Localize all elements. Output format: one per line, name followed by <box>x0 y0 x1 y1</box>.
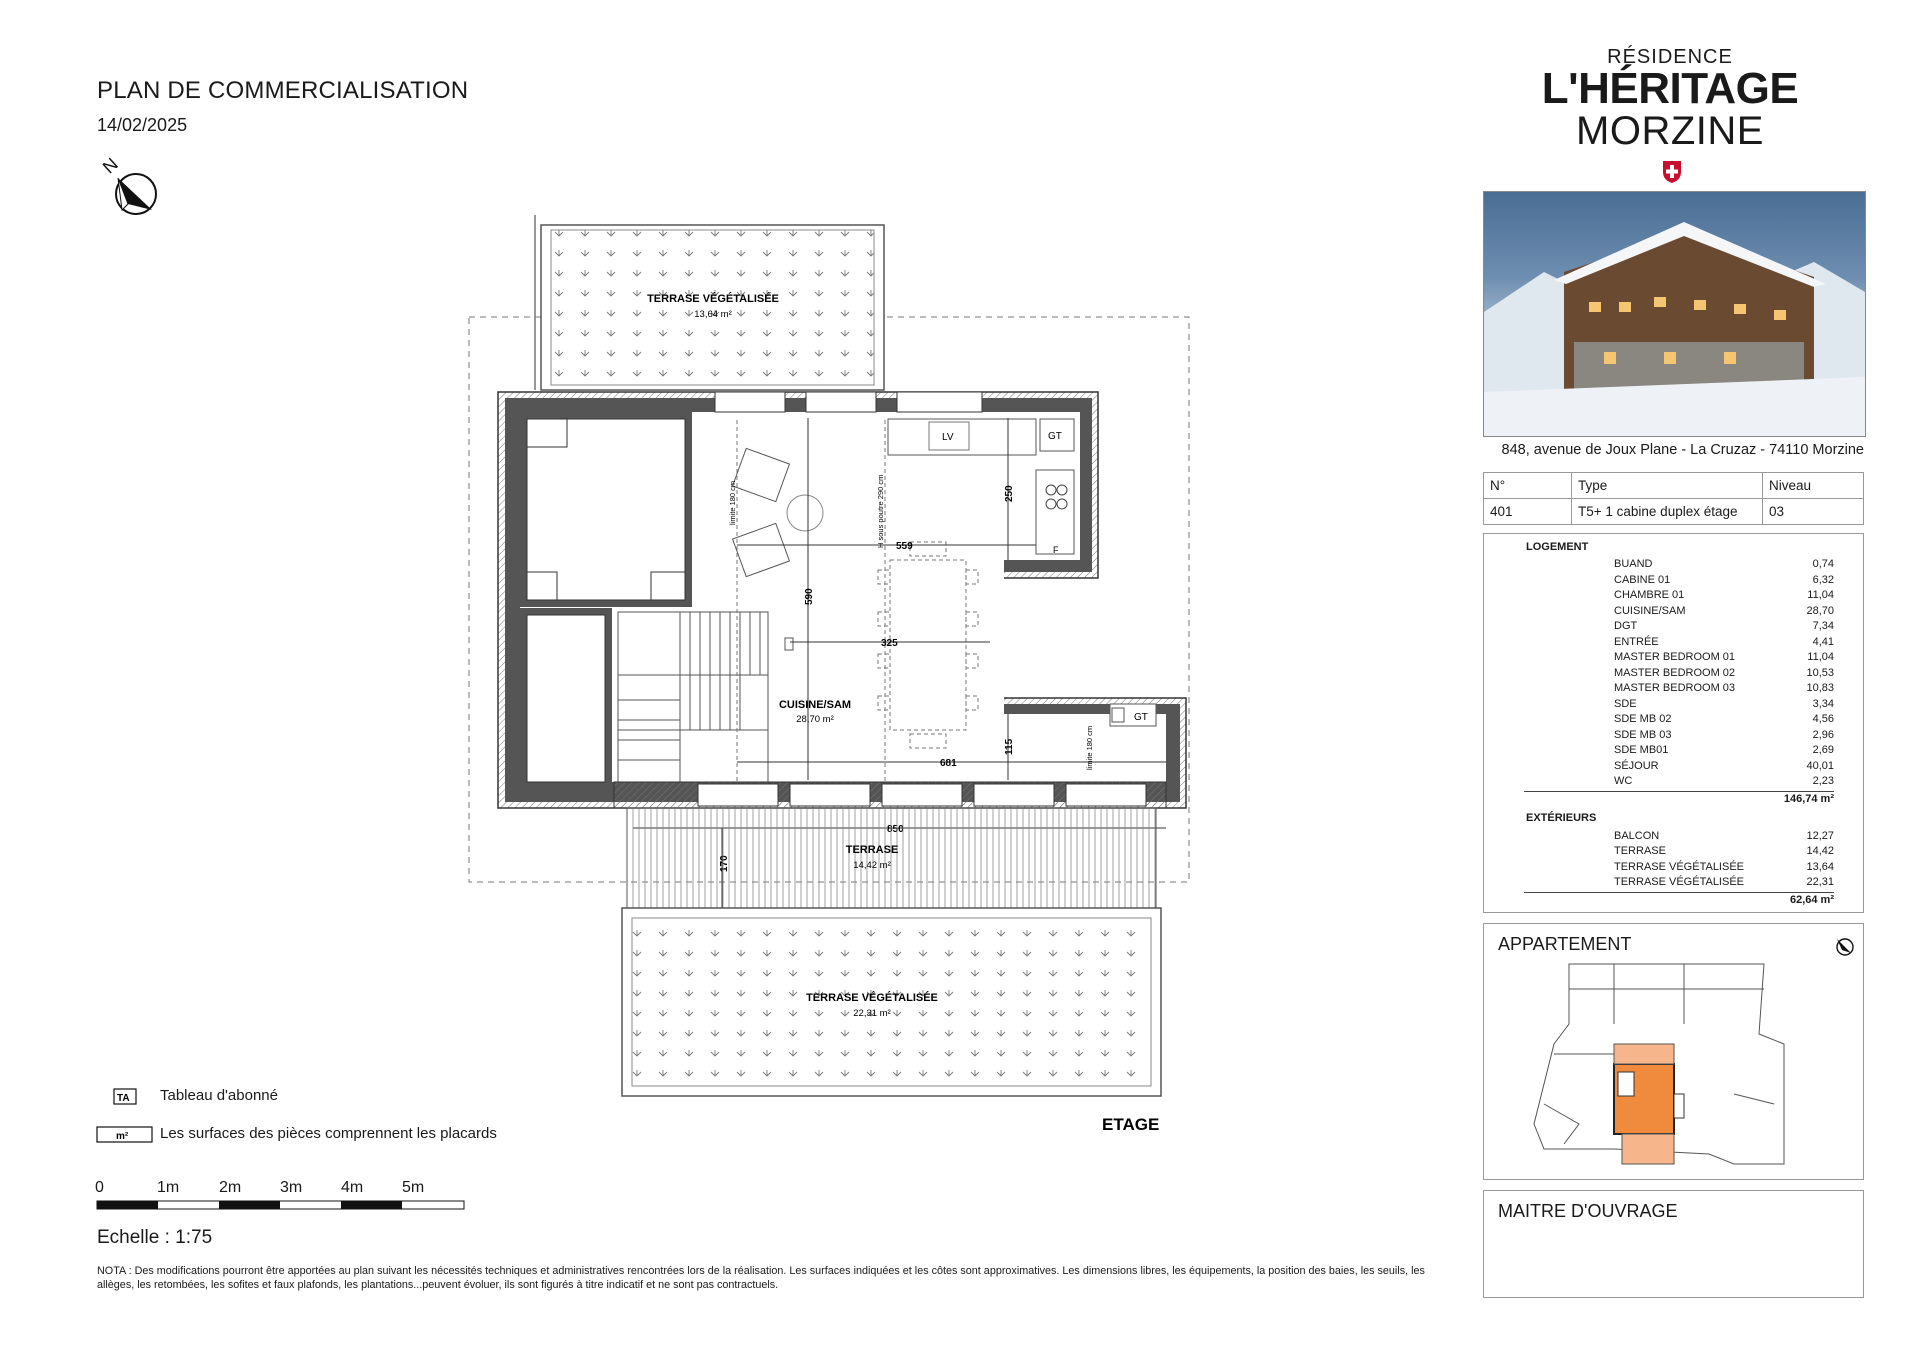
scale-tick: 3m <box>280 1179 303 1196</box>
surface-row: TERRASE 14,42 <box>1614 845 1834 857</box>
north-arrow-small-icon <box>1829 931 1857 959</box>
scale-tick: 0 <box>95 1179 104 1196</box>
ta-legend-text: Tableau d'abonné <box>160 1087 278 1104</box>
address: 848, avenue de Joux Plane - La Cruzaz - 74110 Morzine <box>1501 442 1864 458</box>
plan-date: 14/02/2025 <box>97 115 188 135</box>
info-header-num: N° <box>1484 473 1572 499</box>
label-gt-2: GT <box>1134 712 1148 723</box>
terrace-name: TERRASE <box>845 844 899 856</box>
note-limite-2: limite 180 cm <box>1085 725 1094 770</box>
info-value-row <box>1484 499 1864 525</box>
label-f: F <box>1053 545 1059 555</box>
info-header-row <box>1484 473 1864 499</box>
dim-559: 559 <box>896 541 913 552</box>
dim-115: 115 <box>1004 738 1015 755</box>
scale-tick: 5m <box>402 1179 425 1196</box>
surface-row: CHAMBRE 01 11,04 <box>1614 589 1834 601</box>
apartment-highlight <box>1614 1044 1684 1164</box>
surface-row: DGT 7,34 <box>1614 620 1834 632</box>
terrace-bottom-name: TERRASE VÉGÉTALISÉE <box>806 992 938 1004</box>
surface-row: SDE MB01 2,69 <box>1614 744 1834 756</box>
north-letter: N <box>98 153 122 178</box>
surface-row: SDE MB 03 2,96 <box>1614 729 1834 741</box>
surface-row: ENTRÉE 4,41 <box>1614 636 1834 648</box>
surface-row: MASTER BEDROOM 02 10,53 <box>1614 667 1834 679</box>
north-arrow-icon <box>99 154 156 214</box>
logement-total: 146,74 m² <box>1524 791 1834 805</box>
exterieurs-total: 62,64 m² <box>1524 892 1834 906</box>
dim-590: 590 <box>804 588 815 605</box>
surface-row: WC 2,23 <box>1614 775 1834 787</box>
terrace-top-name: TERRASE VÉGÉTALISÉE <box>647 293 779 305</box>
label-gt: GT <box>1048 431 1062 442</box>
info-level: 03 <box>1763 499 1864 525</box>
room-area: 28,70 m² <box>796 714 834 725</box>
maitre-ouvrage-title: MAITRE D'OUVRAGE <box>1498 1201 1678 1221</box>
surface-row: TERRASE VÉGÉTALISÉE 22,31 <box>1614 876 1834 888</box>
level-label: ETAGE <box>1102 1115 1160 1134</box>
scale-label: Echelle : 1:75 <box>97 1227 213 1248</box>
scale-bar <box>97 1201 464 1209</box>
surface-row: SDE 3,34 <box>1614 698 1834 710</box>
maitre-ouvrage-box <box>1483 1190 1864 1298</box>
surface-row: MASTER BEDROOM 03 10,83 <box>1614 682 1834 694</box>
scale-tick: 4m <box>341 1179 364 1196</box>
site-plan-thumbnail <box>1484 924 1863 1179</box>
surface-row: SDE MB 02 4,56 <box>1614 713 1834 725</box>
brand-residence: RÉSIDENCE <box>1607 46 1733 68</box>
surface-row: MASTER BEDROOM 01 11,04 <box>1614 651 1834 663</box>
surface-row: CABINE 01 6,32 <box>1614 574 1834 586</box>
info-header-type: Type <box>1572 473 1763 499</box>
disclaimer-note: NOTA : Des modifications pourront être apportées au plan suivant les nécessités techniques et administratives rencontrées lors de la réalisation. Les surfaces indiquées et les côtes sont approximatives. Les dimensions libres, les équipements, la position des baies, les seuils, les allèges, les retombées, les sofites et faux plafonds, les plantations...peuvent évoluer, ils sont figurés à titre indicatif et ne sont pas contractuels. <box>97 1265 1425 1291</box>
label-lv: LV <box>942 432 954 443</box>
surfaces-table <box>1483 533 1864 913</box>
brand-heritage: L'HÉRITAGE <box>1541 64 1799 113</box>
info-num: 401 <box>1484 499 1572 525</box>
logement-title: LOGEMENT <box>1526 541 1589 553</box>
info-type: T5+ 1 cabine duplex étage <box>1572 499 1763 525</box>
scale-tick: 2m <box>219 1179 242 1196</box>
appartement-title: APPARTEMENT <box>1498 934 1632 954</box>
ta-code: TA <box>117 1093 130 1104</box>
scale-tick: 1m <box>157 1179 180 1196</box>
savoie-shield-icon <box>1662 160 1682 184</box>
appartement-box <box>1483 923 1864 1180</box>
brand-morzine: MORZINE <box>1576 109 1764 153</box>
plan-title: PLAN DE COMMERCIALISATION <box>97 77 469 104</box>
note-sous-poutre: H sous poutre 290 cm <box>876 474 885 548</box>
dim-250: 250 <box>1004 485 1015 502</box>
dim-681: 681 <box>940 758 957 769</box>
surface-row: CUISINE/SAM 28,70 <box>1614 605 1834 617</box>
terrace-top-area: 13,64 m² <box>694 309 732 320</box>
m2-code: m² <box>116 1131 129 1142</box>
surface-row: BALCON 12,27 <box>1614 830 1834 842</box>
surface-row: BUAND 0,74 <box>1614 558 1834 570</box>
dim-325: 325 <box>881 638 898 649</box>
terrace-bottom-area: 22,31 m² <box>853 1008 891 1019</box>
exterieurs-title: EXTÉRIEURS <box>1526 812 1597 824</box>
apartment-info-table <box>1483 472 1864 525</box>
surface-row: TERRASE VÉGÉTALISÉE 13,64 <box>1614 861 1834 873</box>
building-photo <box>1483 191 1866 437</box>
room-name: CUISINE/SAM <box>778 699 852 711</box>
terrace-area: 14,42 m² <box>853 860 891 871</box>
note-limite-1: limite 180 cm <box>728 480 737 525</box>
m2-legend-text: Les surfaces des pièces comprennent les placards <box>160 1125 497 1142</box>
surface-row: SÉJOUR 40,01 <box>1614 760 1834 772</box>
info-header-level: Niveau <box>1763 473 1864 499</box>
